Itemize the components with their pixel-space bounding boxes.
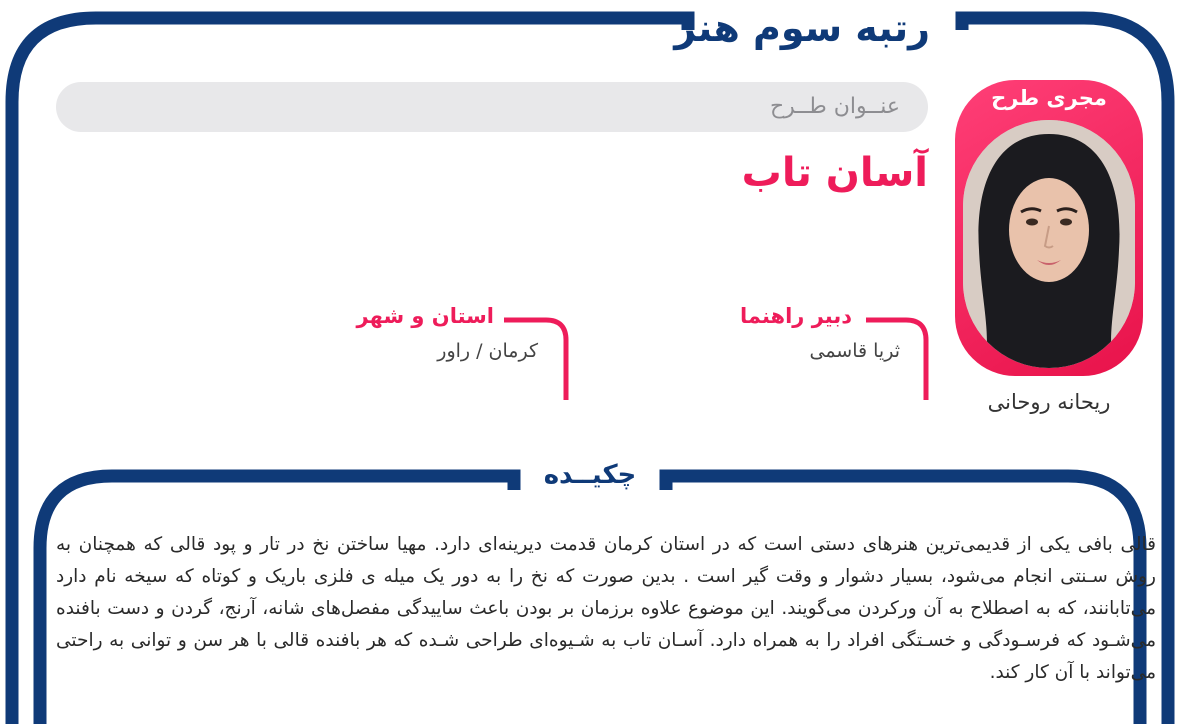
presenter-label: مجری طرح: [991, 86, 1107, 110]
presenter-photo: [963, 120, 1135, 368]
advisor-value: ثریا قاسمی: [809, 340, 900, 362]
portrait-illustration: [963, 120, 1135, 368]
abstract-title: چکیــده: [543, 460, 637, 490]
presenter-photo-card: [955, 80, 1143, 376]
province-city-label: استان و شهر: [356, 304, 494, 328]
presenter-name: ریحانه روحانی: [987, 390, 1111, 414]
rank-title: رتبه سوم هنر: [674, 6, 930, 50]
abstract-text: قالی بافی یکی از قدیمی‌ترین هنرهای دستی است که در استان کرمان قدمت دیرینه‌ای دارد. مهیا ساختن نخ در تار و پود قالی که همچنان به روش سـنتی انجام می‌شود، بسیار دشوار و وقت گیر است . بدین صورت که نخ را به دور یک میله ی فلزی باریک و کوتاه که سیخه نام دارد می‌تابانند، که به اصطلاح به آن ورکردن می‌گویند. این موضوع علاوه برزمان بر بودن باعث ساییدگی مفصل‌های شانه، آرنج، گردن و دست بافنده می‌شـود که فرسـودگی و خسـتگی افراد را به همراه دارد. آسـان تاب به شـیوه‌ای طراحی شـده که هر بافنده قالی با هر سن و توانی به راحتی می‌تواند با آن کار کند.: [56, 534, 1156, 683]
project-title: آسان تاب: [741, 150, 928, 196]
title-caption: عنــوان طــرح: [769, 94, 900, 119]
province-city-value: کرمان / راور: [437, 340, 538, 362]
advisor-label: دبیر راهنما: [740, 304, 852, 328]
